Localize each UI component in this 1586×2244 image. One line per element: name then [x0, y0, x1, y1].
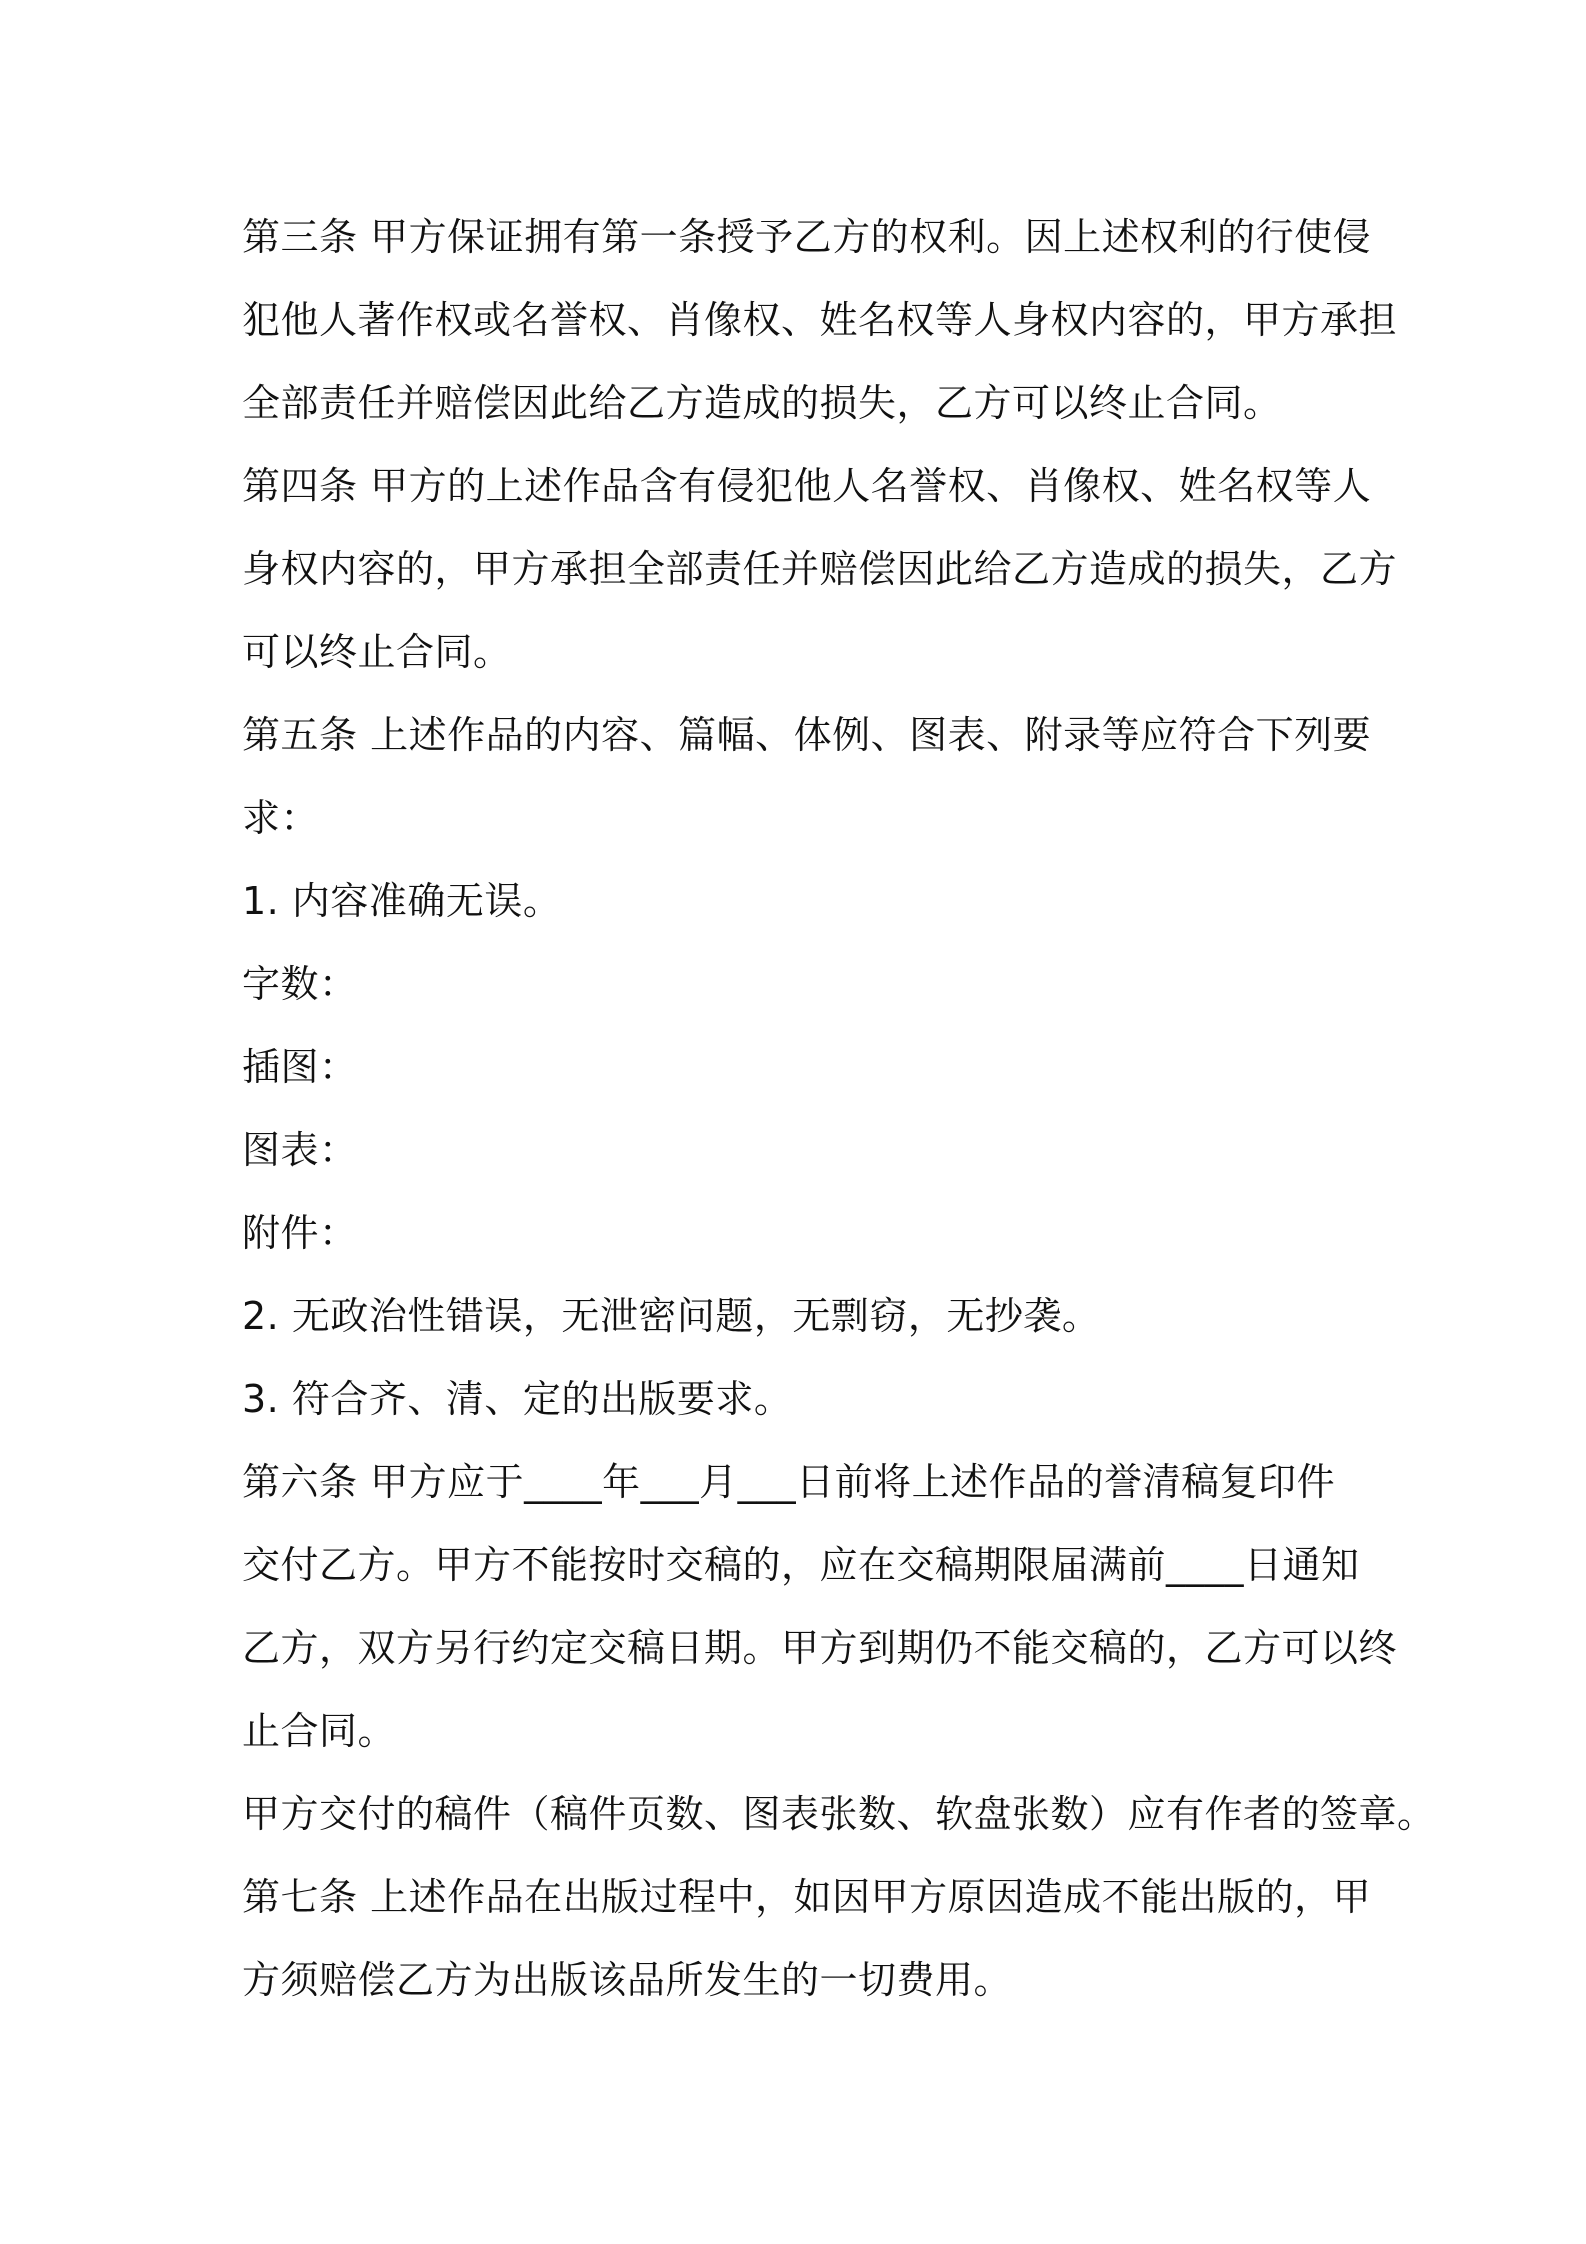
- contract-text: [242, 196, 1436, 2022]
- article-4-line-1: 第四条 甲方的上述作品含有侵犯他人名誉权、肖像权、姓名权等人: [242, 464, 1372, 508]
- charts-field: 图表：: [242, 1128, 358, 1172]
- requirement-3: 3. 符合齐、清、定的出版要求。: [242, 1377, 793, 1421]
- article-3-line-1: 第三条 甲方保证拥有第一条授予乙方的权利。因上述权利的行使侵: [242, 215, 1372, 259]
- attachments-field: 附件：: [242, 1211, 358, 1255]
- article-4-line-2: 身权内容的，甲方承担全部责任并赔偿因此给乙方造成的损失，乙方: [242, 547, 1398, 591]
- article-6-line-3: 乙方，双方另行约定交稿日期。甲方到期仍不能交稿的，乙方可以终: [242, 1626, 1398, 1670]
- article-6-line-1: 第六条 甲方应于____年___月___日前将上述作品的誉清稿复印件: [242, 1460, 1336, 1504]
- article-5-line-2: 求：: [242, 796, 320, 840]
- illustrations-field: 插图：: [242, 1045, 358, 1089]
- article-5-line-1: 第五条 上述作品的内容、篇幅、体例、图表、附录等应符合下列要: [242, 713, 1372, 757]
- article-7-line-2: 方须赔偿乙方为出版该品所发生的一切费用。: [242, 1958, 1013, 2002]
- article-7-line-1: 第七条 上述作品在出版过程中，如因甲方原因造成不能出版的，甲: [242, 1875, 1372, 1919]
- article-6-line-4: 止合同。: [242, 1709, 397, 1753]
- manuscript-signature-clause: 甲方交付的稿件（稿件页数、图表张数、软盘张数）应有作者的签章。: [242, 1792, 1436, 1836]
- word-count-field: 字数：: [242, 962, 358, 1006]
- article-6-line-2: 交付乙方。甲方不能按时交稿的，应在交稿期限届满前____日通知: [242, 1543, 1360, 1587]
- requirement-1: 1. 内容准确无误。: [242, 879, 562, 923]
- requirement-2: 2. 无政治性错误，无泄密问题，无剽窃，无抄袭。: [242, 1294, 1101, 1338]
- article-3-line-3: 全部责任并赔偿因此给乙方造成的损失，乙方可以终止合同。: [242, 381, 1282, 425]
- article-4-line-3: 可以终止合同。: [242, 630, 512, 674]
- article-3-line-2: 犯他人著作权或名誉权、肖像权、姓名权等人身权内容的，甲方承担: [242, 298, 1398, 342]
